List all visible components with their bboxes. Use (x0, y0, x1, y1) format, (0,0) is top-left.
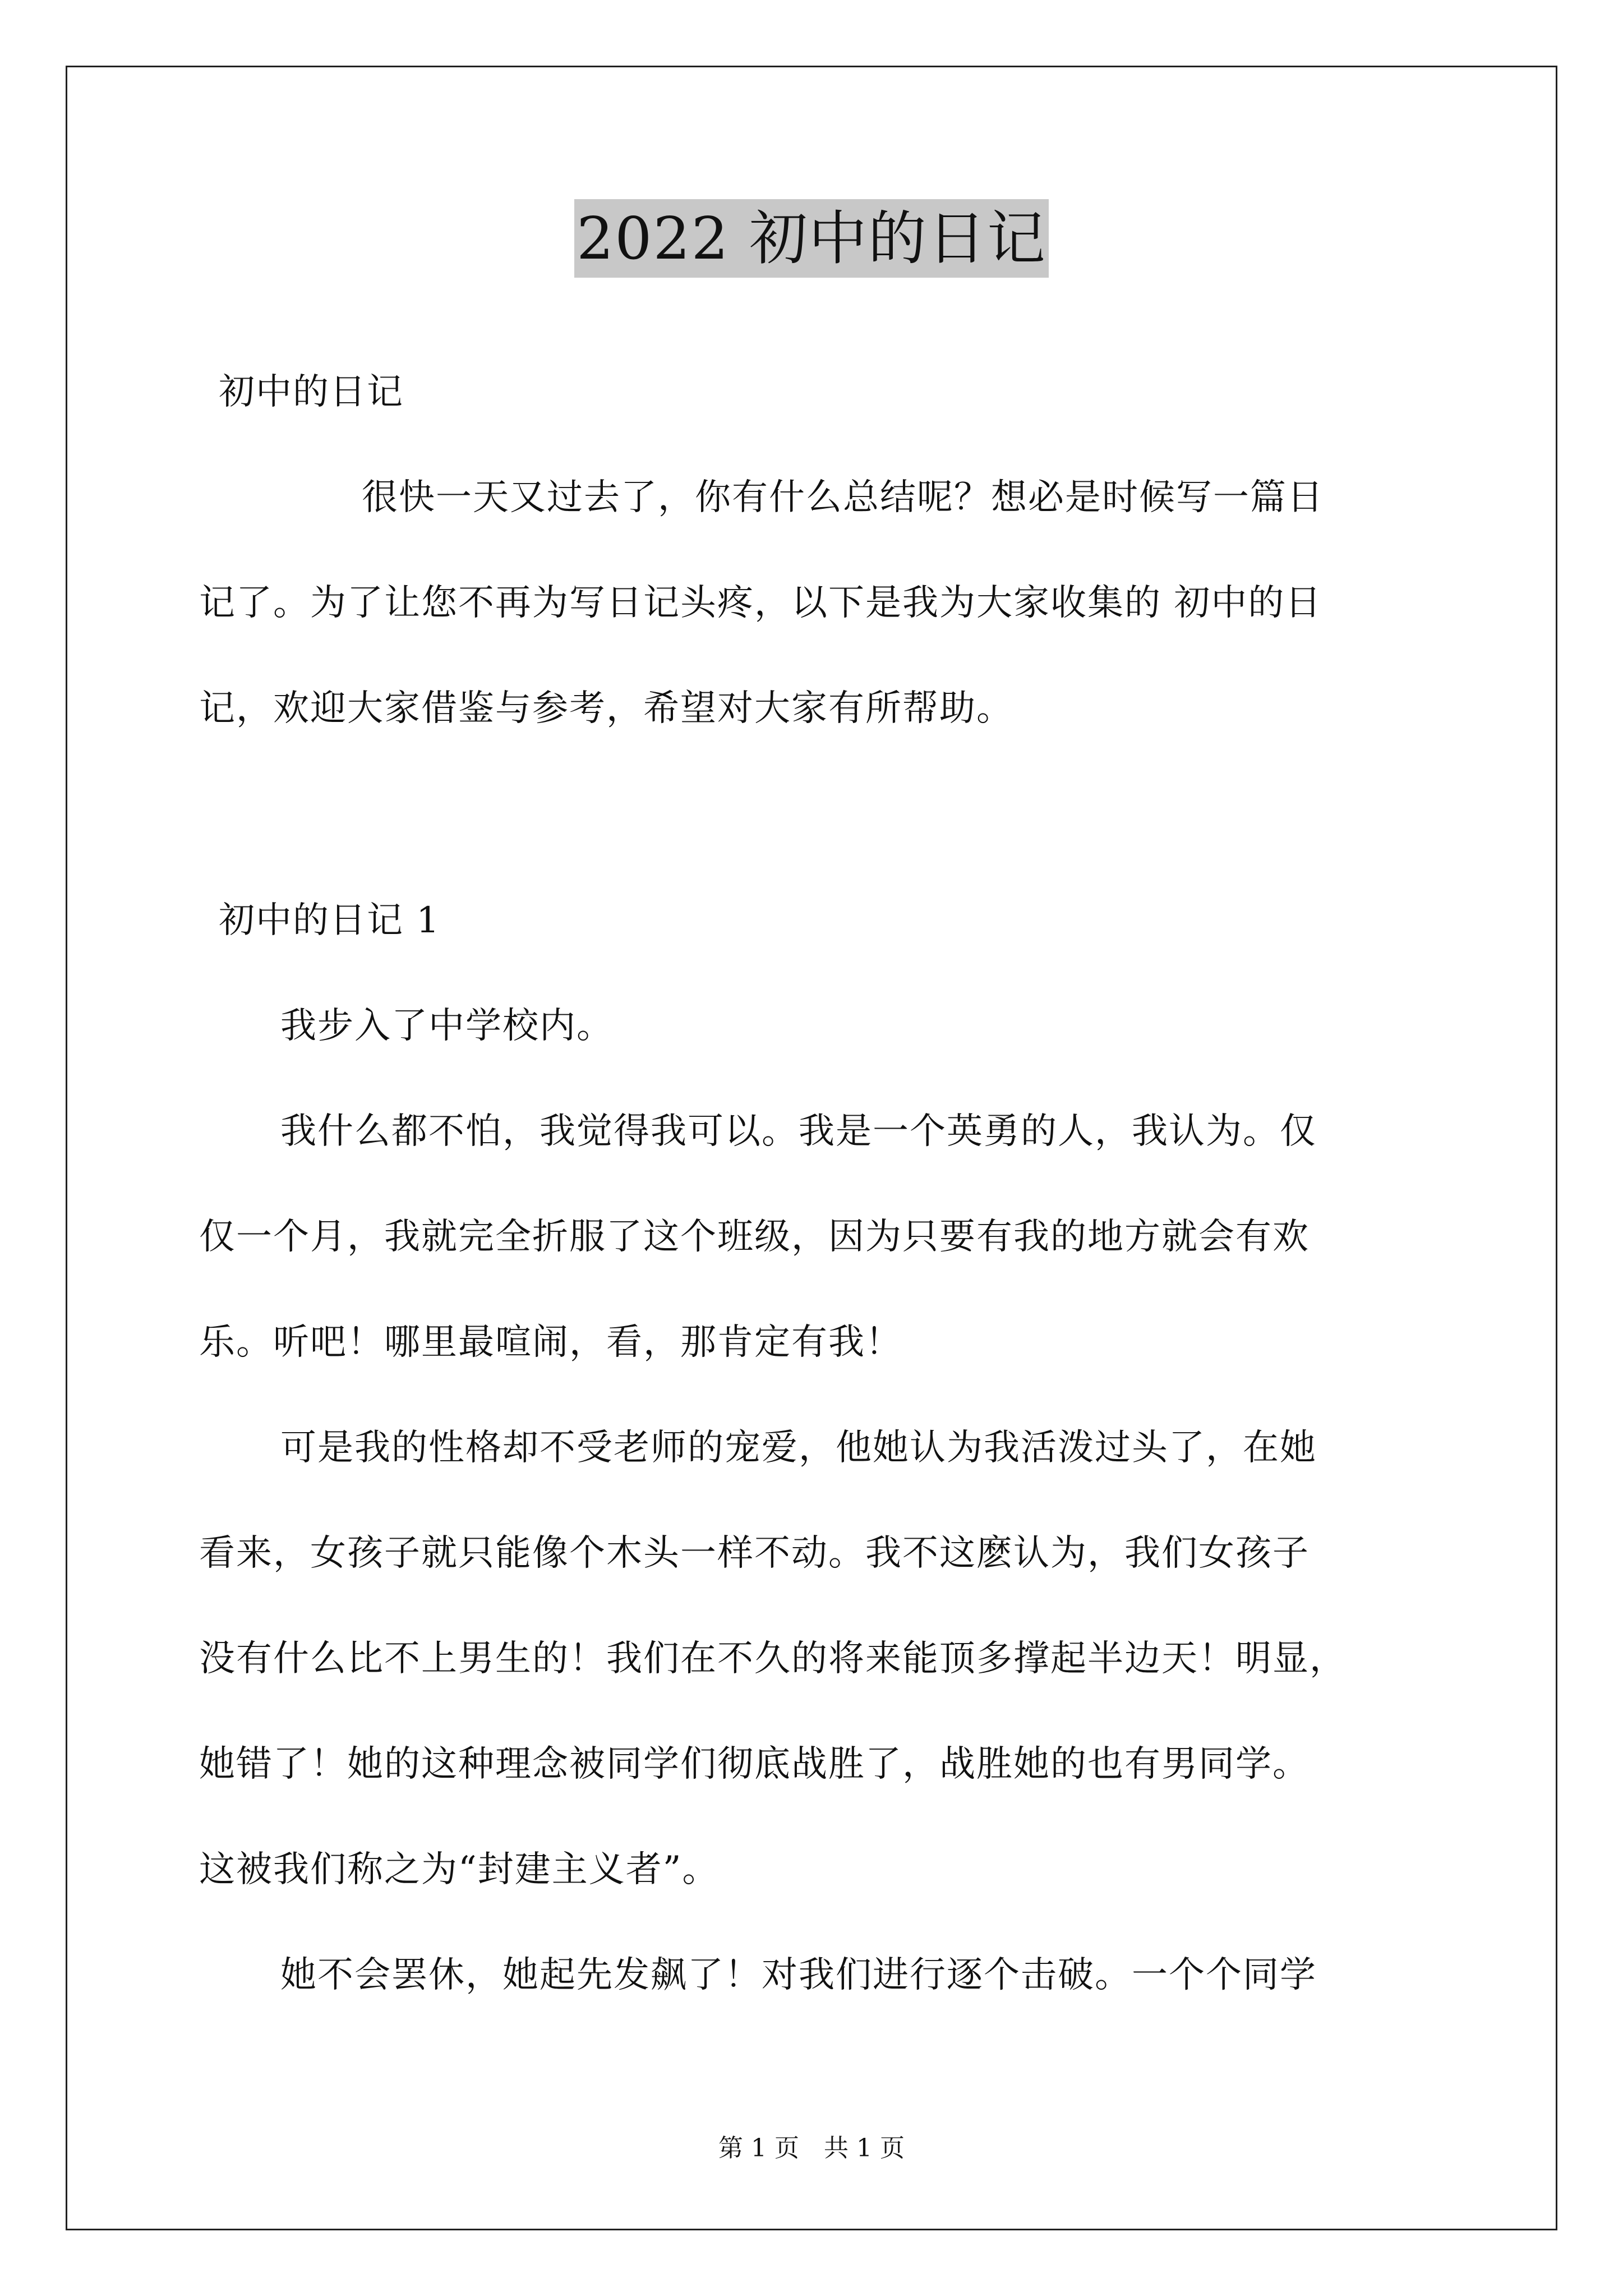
text-line: 乐。听吧！哪里最喧闹，看，那肯定有我！ (199, 1322, 902, 1363)
text-line: 记，欢迎大家借鉴与参考，希望对大家有所帮助。 (199, 688, 1013, 729)
text-line: 我什么都不怕，我觉得我可以。我是一个英勇的人，我认为。仅 (280, 1111, 1317, 1152)
page-footer: 第 1 页 共 1 页 (718, 2134, 905, 2162)
text-line: 记了。为了让您不再为写日记头疼，以下是我为大家收集的 初中的日 (199, 582, 1322, 624)
document-title: 2022 初中的日记 (574, 199, 1049, 278)
text-line: 仅一个月，我就完全折服了这个班级，因为只要有我的地方就会有欢 (199, 1216, 1310, 1258)
text-line: 她错了！她的这种理念被同学们彻底战胜了，战胜她的也有男同学。 (199, 1743, 1310, 1785)
text-line: 没有什么比不上男生的！我们在不久的将来能顶多撑起半边天！明显， (199, 1638, 1347, 1680)
document-body (199, 339, 1444, 2028)
section-heading: 初中的日记 (219, 371, 404, 413)
paragraph-gap (199, 761, 1444, 868)
text-line: 看来，女孩子就只能像个木头一样不动。我不这麽认为，我们女孩子 (199, 1533, 1310, 1574)
section-heading: 初中的日记 1 (219, 900, 441, 941)
text-line: 很快一天又过去了，你有什么总结呢？想必是时候写一篇日 (362, 477, 1324, 518)
text-line: 这被我们称之为“封建主义者”。 (199, 1849, 720, 1890)
text-line: 她不会罢休，她起先发飙了！对我们进行逐个击破。一个个同学 (280, 1954, 1317, 1996)
title-container (0, 199, 1623, 278)
text-line: 可是我的性格却不受老师的宠爱，他她认为我活泼过头了，在她 (280, 1427, 1317, 1469)
text-line: 我步入了中学校内。 (280, 1005, 614, 1047)
